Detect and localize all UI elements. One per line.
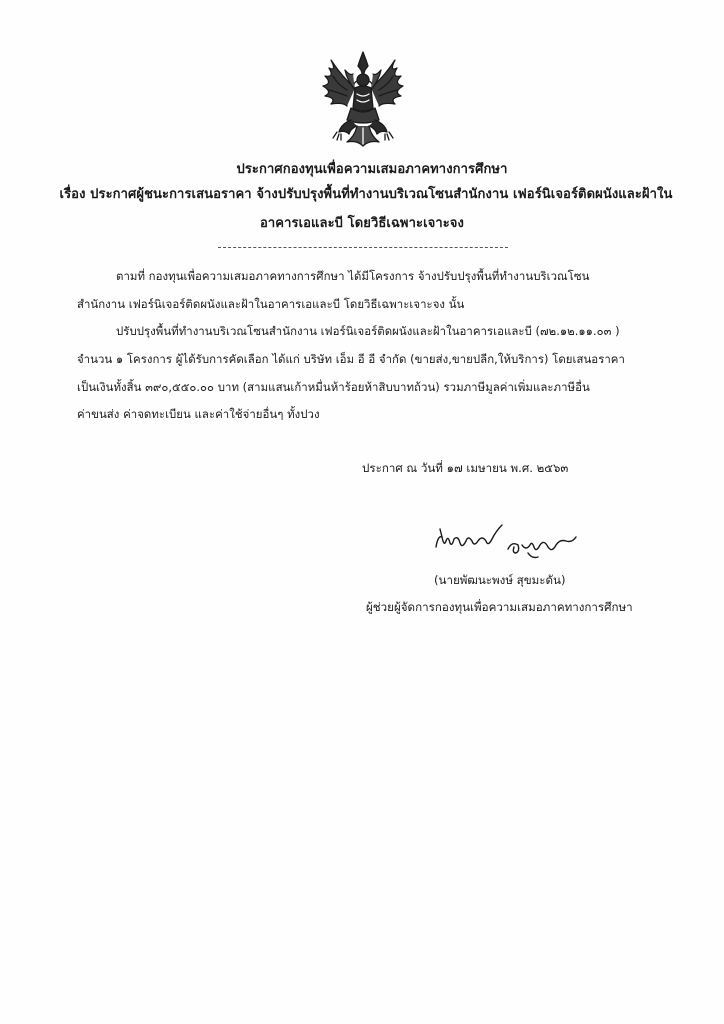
signer-name: (นายพัฒนะพงษ์ สุขมะดัน) xyxy=(434,573,566,587)
body-paragraph-2-line-2: จำนวน ๑ โครงการ ผู้ได้รับการคัดเลือก ได้แก่ บริษัท เอ็ม อี อี จำกัด (ขายส่ง,ขายปลีก,ให้บริการ) โดยเสนอราคา xyxy=(77,352,625,366)
announcement-subject-continued: อาคารเอและบี โดยวิธีเฉพาะเจาะจง xyxy=(260,216,464,231)
garuda-emblem-icon xyxy=(317,50,409,148)
body-paragraph-1-line-1: ตามที่ กองทุนเพื่อความเสมอภาคทางการศึกษา ได้มีโครงการ จ้างปรับปรุงพื้นที่ทำงานบริเวณโซน xyxy=(116,269,590,283)
announcement-subject: เรื่อง ประกาศผู้ชนะการเสนอราคา จ้างปรับปรุงพื้นที่ทำงานบริเวณโซนสำนักงาน เฟอร์นิเจอร์ติดผนังและฝ้าใน xyxy=(59,187,673,202)
body-paragraph-1-line-2: สำนักงาน เฟอร์นิเจอร์ติดผนังและฝ้าในอาคารเอและบี โดยวิธีเฉพาะเจาะจง นั้น xyxy=(77,297,465,311)
handwritten-signature xyxy=(432,517,580,563)
dashed-divider xyxy=(218,247,508,248)
body-paragraph-2-line-4: ค่าขนส่ง ค่าจดทะเบียน และค่าใช้จ่ายอื่นๆ ทั้งปวง xyxy=(77,407,320,421)
announcement-date: ประกาศ ณ วันที่ ๑๗ เมษายน พ.ศ. ๒๕๖๓ xyxy=(362,461,569,475)
body-paragraph-2-line-1: ปรับปรุงพื้นที่ทำงานบริเวณโซนสำนักงาน เฟอร์นิเจอร์ติดผนังและฝ้าในอาคารเอและบี (๗๒.๑๒.๑๑.๐๓ ) xyxy=(116,324,620,338)
announcement-heading: ประกาศกองทุนเพื่อความเสมอภาคทางการศึกษา xyxy=(236,162,508,177)
body-paragraph-2-line-3: เป็นเงินทั้งสิ้น ๓๙๐,๕๕๐.๐๐ บาท (สามแสนเก้าหมื่นห้าร้อยห้าสิบบาทถ้วน) รวมภาษีมูลค่าเพิ่มและภาษีอื่น xyxy=(77,380,590,394)
signer-title: ผู้ช่วยผู้จัดการกองทุนเพื่อความเสมอภาคทางการศึกษา xyxy=(366,600,633,614)
